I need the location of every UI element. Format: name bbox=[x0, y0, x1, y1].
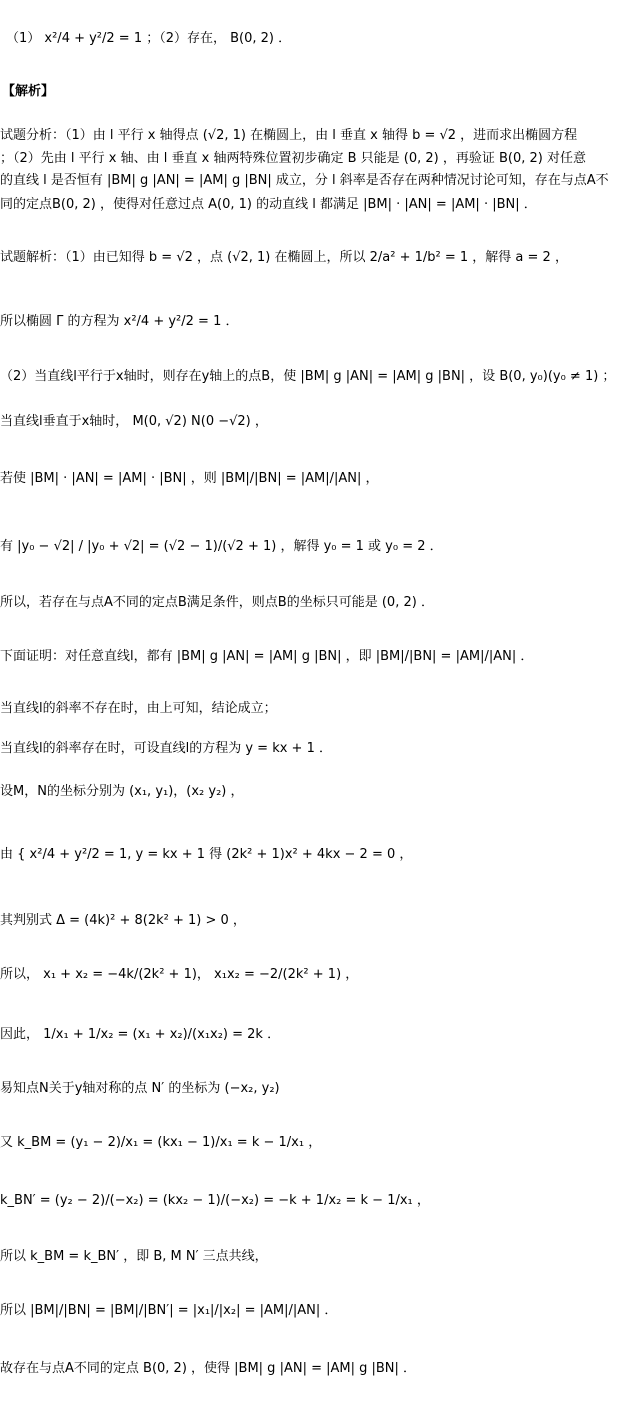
solution-line-10: 当直线l的斜率存在时，可设直线l的方程为 y = kx + 1 ． bbox=[0, 741, 332, 756]
solution-line-13: 其判别式 Δ = (4k)² + 8(2k² + 1) > 0 ， bbox=[0, 913, 246, 928]
solution-line-15: 因此， 1/x₁ + 1/x₂ = (x₁ + x₂)/(x₁x₂) = 2k ． bbox=[0, 1027, 281, 1042]
solution-line-21: 故存在与点A不同的定点 B(0, 2) ，使得 |BM| g |AN| = |AM| g |BN| ． bbox=[0, 1361, 417, 1376]
answer-line: （1） x²/4 + y²/2 = 1 ；（2）存在， B(0, 2) ． bbox=[6, 31, 292, 46]
jiexi-heading: 【解析】 bbox=[2, 84, 55, 99]
solution-line-17: 又 k_BM = (y₁ − 2)/x₁ = (kx₁ − 1)/x₁ = k − 1/x₁ ， bbox=[0, 1135, 322, 1150]
solution-line-12: 由 { x²/4 + y²/2 = 1, y = kx + 1 得 (2k² + 1)x² + 4kx − 2 = 0 ， bbox=[0, 847, 413, 862]
solution-line-4: 当直线l垂直于x轴时， M(0, √2) N(0 −√2) ， bbox=[0, 414, 268, 429]
solution-line-20: 所以 |BM|/|BN| = |BM|/|BN′| = |x₁|/|x₂| = |AM|/|AN| ． bbox=[0, 1303, 338, 1318]
analysis-line-4: 同的定点B(0, 2) ，使得对任意过点 A(0, 1) 的动直线 l 都满足 |BM| · |AN| = |AM| · |BN| ． bbox=[0, 197, 537, 212]
solution-line-6: 有 |y₀ − √2| / |y₀ + √2| = (√2 − 1)/(√2 + 1) ，解得 y₀ = 1 或 y₀ = 2 ． bbox=[0, 539, 443, 554]
analysis-line-2: ；（2）先由 l 平行 x 轴、由 l 垂直 x 轴两特殊位置初步确定 B 只能是 (0, 2) ，再验证 B(0, 2) 对任意 bbox=[0, 151, 586, 166]
solution-line-3: （2）当直线l平行于x轴时，则存在y轴上的点B，使 |BM| g |AN| = |AM| g |BN| ，设 B(0, y₀)(y₀ ≠ 1) ； bbox=[0, 369, 616, 384]
solution-line-9: 当直线l的斜率不存在时，由上可知，结论成立； bbox=[0, 701, 277, 716]
solution-line-11: 设M，N的坐标分别为 (x₁, y₁)，(x₂ y₂) ， bbox=[0, 784, 244, 799]
solution-line-19: 所以 k_BM = k_BN′ ，即 B, M N′ 三点共线， bbox=[0, 1249, 268, 1264]
solution-line-18: k_BN′ = (y₂ − 2)/(−x₂) = (kx₂ − 1)/(−x₂) = −k + 1/x₂ = k − 1/x₁ ， bbox=[0, 1193, 430, 1208]
solution-line-2: 所以椭圆 Γ 的方程为 x²/4 + y²/2 = 1 ． bbox=[0, 314, 239, 329]
solution-line-5: 若使 |BM| · |AN| = |AM| · |BN| ，则 |BM|/|BN| = |AM|/|AN| ， bbox=[0, 471, 379, 486]
solution-line-16: 易知点N关于y轴对称的点 N′ 的坐标为 (−x₂, y₂) bbox=[0, 1081, 280, 1096]
solution-line-1: 试题解析：（1）由已知得 b = √2 ，点 (√2, 1) 在椭圆上，所以 2/a² + 1/b² = 1 ，解得 a = 2 ， bbox=[0, 250, 568, 265]
solution-line-14: 所以， x₁ + x₂ = −4k/(2k² + 1)， x₁x₂ = −2/(2k² + 1) ， bbox=[0, 967, 359, 982]
analysis-line-1: 试题分析：（1）由 l 平行 x 轴得点 (√2, 1) 在椭圆上，由 l 垂直 x 轴得 b = √2 ，进而求出椭圆方程 bbox=[0, 128, 578, 143]
solution-line-8: 下面证明：对任意直线l，都有 |BM| g |AN| = |AM| g |BN| ，即 |BM|/|BN| = |AM|/|AN| ． bbox=[0, 649, 534, 664]
solution-line-7: 所以，若存在与点A不同的定点B满足条件，则点B的坐标只可能是 (0, 2) ． bbox=[0, 595, 434, 610]
analysis-line-3: 的直线 l 是否恒有 |BM| g |AN| = |AM| g |BN| 成立，分 l 斜率是否存在两种情况讨论可知，存在与点A不 bbox=[0, 173, 609, 188]
